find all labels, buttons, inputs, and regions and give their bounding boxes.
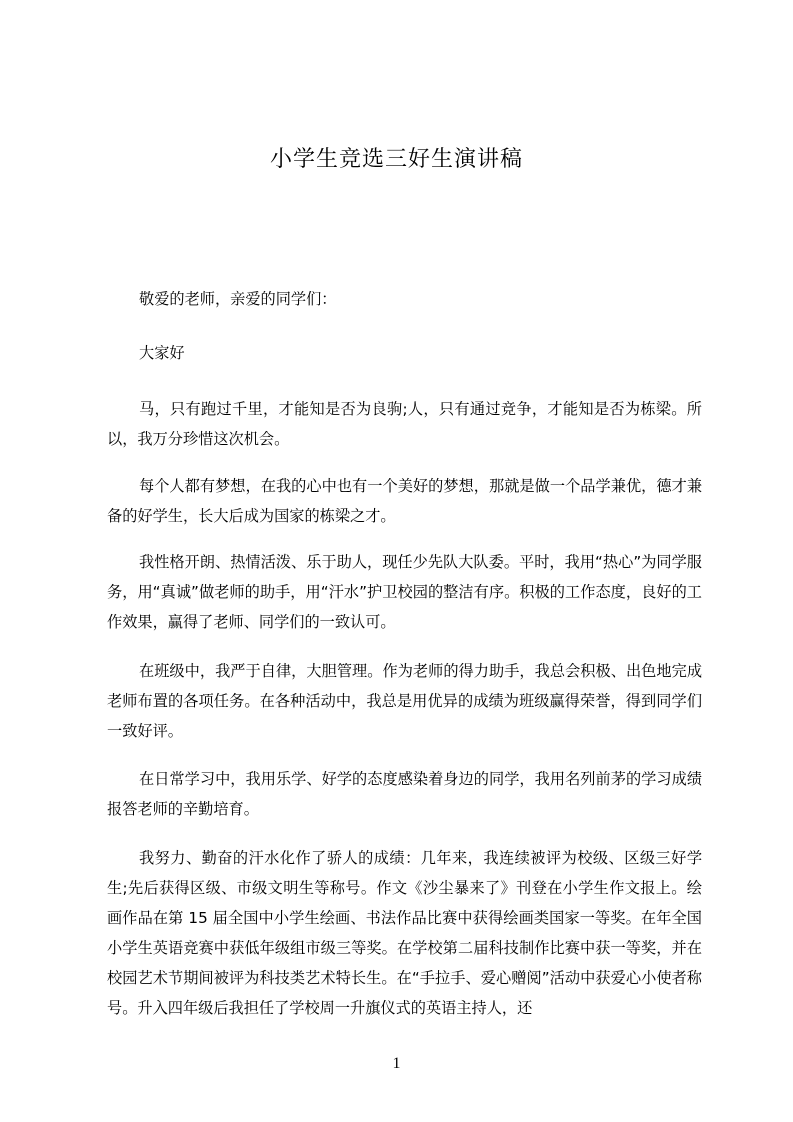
paragraph-4: 在班级中，我严于自律，大胆管理。作为老师的得力助手，我总会积极、出色地完成老师布置的各项任务。在各种活动中，我总是用优异的成绩为班级赢得荣誉，得到同学们一致好评。 bbox=[107, 662, 702, 740]
paragraph-greeting: 大家好 bbox=[139, 344, 185, 362]
paragraph-1: 马，只有跑过千里，才能知是否为良驹;人，只有通过竞争，才能知是否为栋梁。所以，我万分珍惜这次机会。 bbox=[107, 400, 702, 448]
page-number: 1 bbox=[392, 1055, 401, 1072]
paragraph-2: 每个人都有梦想，在我的心中也有一个美好的梦想，那就是做一个品学兼优，德才兼备的好学生，长大后成为国家的栋梁之才。 bbox=[107, 477, 702, 525]
document-title: 小学生竞选三好生演讲稿 bbox=[269, 147, 523, 172]
paragraph-3: 我性格开朗、热情活泼、乐于助人，现任少先队大队委。平时，我用“热心”为同学服务，用“真诚”做老师的助手，用“汗水”护卫校园的整洁有序。积极的工作态度，良好的工作效果，赢得了老师、同学们的一致认可。 bbox=[107, 553, 702, 631]
paragraph-5: 在日常学习中，我用乐学、好学的态度感染着身边的同学，我用名列前茅的学习成绩报答老师的辛勤培育。 bbox=[107, 770, 702, 818]
paragraph-6: 我努力、勤奋的汗水化作了骄人的成绩：几年来，我连续被评为校级、区级三好学生;先后获得区级、市级文明生等称号。作文《沙尘暴来了》刊登在小学生作文报上。绘画作品在第 15 届全国中小学生绘画、书法作品比赛中获得绘画类国家一等奖。在年全国小学生英语竞赛中获低年级组市级三等奖。在学校第二届科技制作比赛中获一等奖，并在校园艺术节期间被评为科技类艺术特长生。在“手拉手、爱心赠阅”活动中获爱心小使者称号。升入四年级后我担任了学校周一升旗仪式的英语主持人，还 bbox=[107, 849, 702, 1017]
paragraph-salutation: 敬爱的老师，亲爱的同学们： bbox=[139, 290, 337, 308]
